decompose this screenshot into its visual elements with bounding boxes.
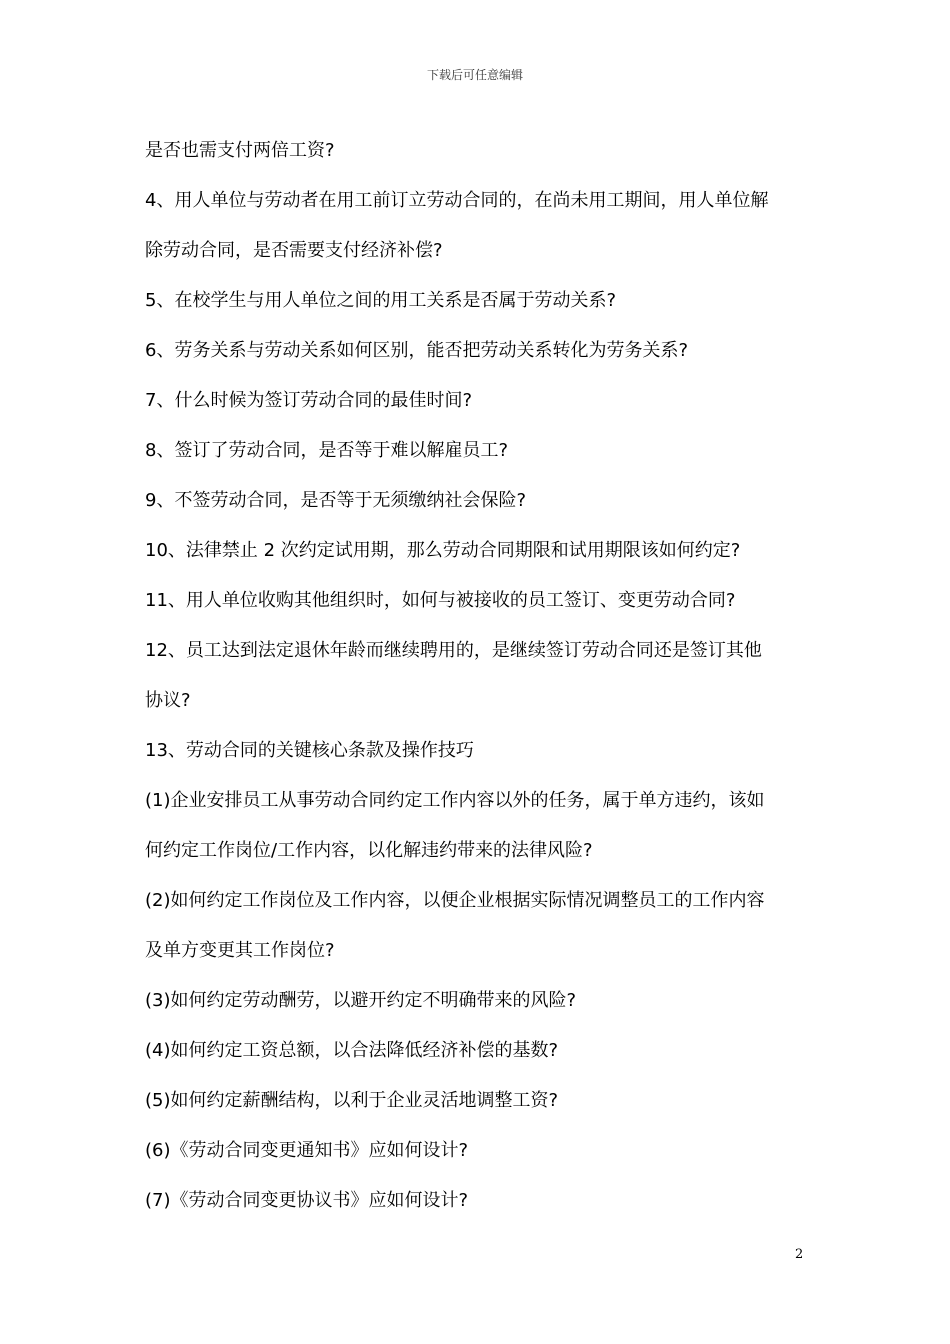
text-line: 12、员工达到法定退休年龄而继续聘用的，是继续签订劳动合同还是签订其他 bbox=[145, 640, 762, 661]
text-line: (2)如何约定工作岗位及工作内容，以便企业根据实际情况调整员工的工作内容 bbox=[145, 890, 765, 911]
text-line: (1)企业安排员工从事劳动合同约定工作内容以外的任务，属于单方违约，该如 bbox=[145, 790, 765, 811]
document-body bbox=[145, 126, 810, 1226]
text-line: 10、法律禁止 2 次约定试用期，那么劳动合同期限和试用期限该如何约定? bbox=[145, 540, 741, 561]
text-line: 9、不签劳动合同，是否等于无须缴纳社会保险? bbox=[145, 490, 527, 511]
text-line: 及单方变更其工作岗位? bbox=[145, 940, 335, 961]
text-line: (5)如何约定薪酬结构，以利于企业灵活地调整工资? bbox=[145, 1090, 559, 1111]
text-line: (6)《劳动合同变更通知书》应如何设计? bbox=[145, 1140, 469, 1161]
text-line: 13、劳动合同的关键核心条款及操作技巧 bbox=[145, 740, 474, 761]
text-line: 5、在校学生与用人单位之间的用工关系是否属于劳动关系? bbox=[145, 290, 617, 311]
page-number: 2 bbox=[795, 1247, 804, 1262]
text-line: 6、劳务关系与劳动关系如何区别，能否把劳动关系转化为劳务关系? bbox=[145, 340, 689, 361]
text-line: (3)如何约定劳动酬劳，以避开约定不明确带来的风险? bbox=[145, 990, 577, 1011]
text-line: 是否也需支付两倍工资? bbox=[145, 140, 335, 161]
text-line: 除劳动合同，是否需要支付经济补偿? bbox=[145, 240, 443, 261]
text-line: 何约定工作岗位/工作内容，以化解违约带来的法律风险? bbox=[145, 840, 593, 861]
text-line: (7)《劳动合同变更协议书》应如何设计? bbox=[145, 1190, 469, 1211]
text-line: 4、用人单位与劳动者在用工前订立劳动合同的，在尚未用工期间，用人单位解 bbox=[145, 190, 769, 211]
text-line: 8、签订了劳动合同，是否等于难以解雇员工? bbox=[145, 440, 509, 461]
text-line: 11、用人单位收购其他组织时，如何与被接收的员工签订、变更劳动合同? bbox=[145, 590, 736, 611]
page-header: 下载后可任意编辑 bbox=[426, 68, 523, 82]
text-line: 7、什么时候为签订劳动合同的最佳时间? bbox=[145, 390, 473, 411]
text-line: 协议? bbox=[145, 690, 191, 711]
text-line: (4)如何约定工资总额，以合法降低经济补偿的基数? bbox=[145, 1040, 559, 1061]
